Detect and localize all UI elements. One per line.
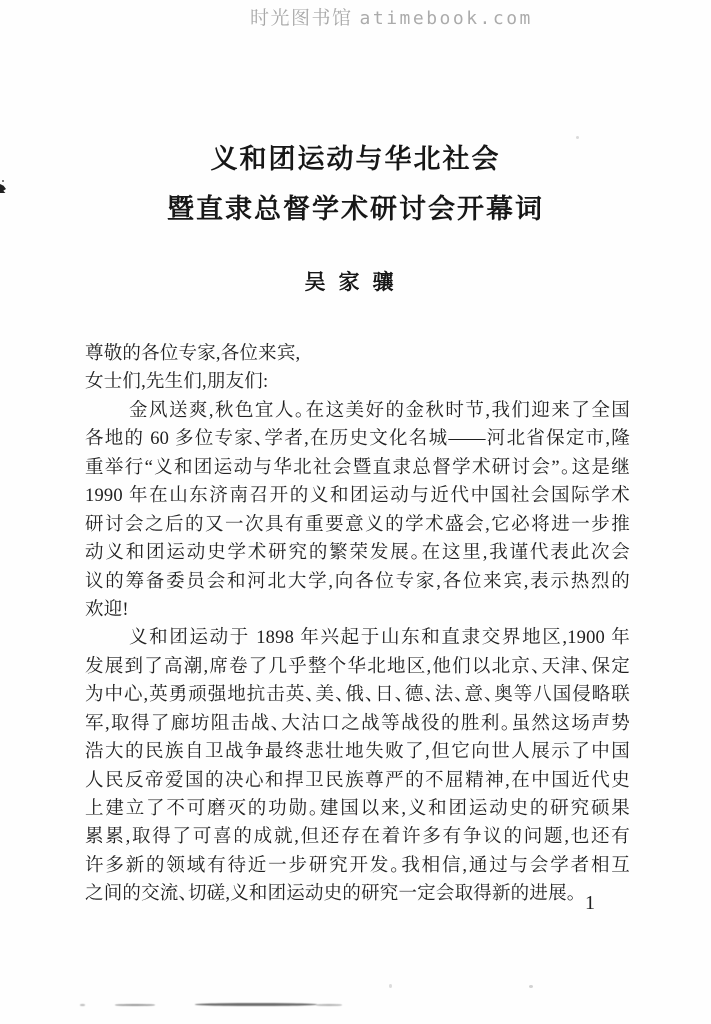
body-line: 女士们,先生们,朋友们: bbox=[85, 372, 269, 393]
body-line: 为中心,英勇顽强地抗击英、美、俄、日、德、法、意、奥等八国侵略联 bbox=[85, 685, 630, 706]
body-line: 军,取得了廊坊阻击战、大沽口之战等战役的胜利。虽然这场声势 bbox=[85, 713, 630, 734]
body-line: 人民反帝爱国的决心和捍卫民族尊严的不屈精神,在中国近代史 bbox=[85, 770, 630, 791]
body-line: 议的筹备委员会和河北大学,向各位专家,各位来宾,表示热烈的 bbox=[85, 571, 630, 592]
scan-artifact-left-dot bbox=[2, 180, 4, 182]
scan-speck bbox=[389, 984, 392, 988]
title-line-2: 暨直隶总督学术研讨会开幕词 bbox=[167, 194, 544, 224]
body-line: 发展到了高潮,席卷了几乎整个华北地区,他们以北京、天津、保定 bbox=[85, 656, 630, 677]
body-line: 金风送爽,秋色宜人。在这美好的金秋时节,我们迎来了全国 bbox=[129, 400, 630, 421]
body-line: 重举行“义和团运动与华北社会暨直隶总督学术研讨会”。这是继 bbox=[85, 457, 630, 478]
scan-smudge-bottom bbox=[316, 1004, 342, 1006]
body-line: 上建立了不可磨灭的功勋。建国以来,义和团运动史的研究硕果 bbox=[85, 799, 630, 819]
body-line: 各地的 60 多位专家、学者,在历史文化名城——河北省保定市,隆 bbox=[85, 429, 630, 450]
body-line: 浩大的民族自卫战争最终悲壮地失败了,但它向世人展示了中国 bbox=[85, 742, 630, 763]
body-line: 欢迎! bbox=[85, 599, 129, 620]
body-line: 之间的交流、切磋,义和团运动史的研究一定会取得新的进展。 bbox=[85, 884, 577, 905]
body-line: 许多新的领域有待近一步研究开发。我相信,通过与会学者相互 bbox=[85, 855, 630, 876]
body-line: 研讨会之后的又一次具有重要意义的学术盛会,它必将进一步推 bbox=[85, 514, 630, 535]
watermark bbox=[250, 5, 533, 32]
body-line: 累累,取得了可喜的成就,但还存在着许多有争议的问题,也还有 bbox=[85, 827, 630, 848]
body-line: 义和团运动于 1898 年兴起于山东和直隶交界地区,1900 年 bbox=[129, 628, 630, 649]
title-line-1: 义和团运动与华北社会 bbox=[210, 144, 501, 174]
watermark-site-url: atimebook.com bbox=[359, 8, 533, 29]
page-number: 1 bbox=[585, 892, 595, 914]
scan-smudge-bottom bbox=[80, 1004, 85, 1006]
body-line: 尊敬的各位专家,各位来宾, bbox=[85, 344, 301, 364]
body-line: 动义和团运动史学术研究的繁荣发展。在这里,我谨代表此次会 bbox=[85, 543, 630, 564]
author-name: 吴家骧 bbox=[304, 271, 407, 294]
body-text bbox=[85, 340, 630, 909]
scan-speck bbox=[576, 136, 579, 139]
scan-smudge-bottom bbox=[195, 1003, 317, 1006]
scan-smudge-bottom bbox=[115, 1004, 155, 1006]
body-line: 1990 年在山东济南召开的义和团运动与近代中国社会国际学术 bbox=[85, 486, 630, 507]
watermark-library-name: 时光图书馆 bbox=[250, 7, 353, 29]
page-title bbox=[0, 134, 711, 234]
scan-speck bbox=[529, 985, 533, 988]
